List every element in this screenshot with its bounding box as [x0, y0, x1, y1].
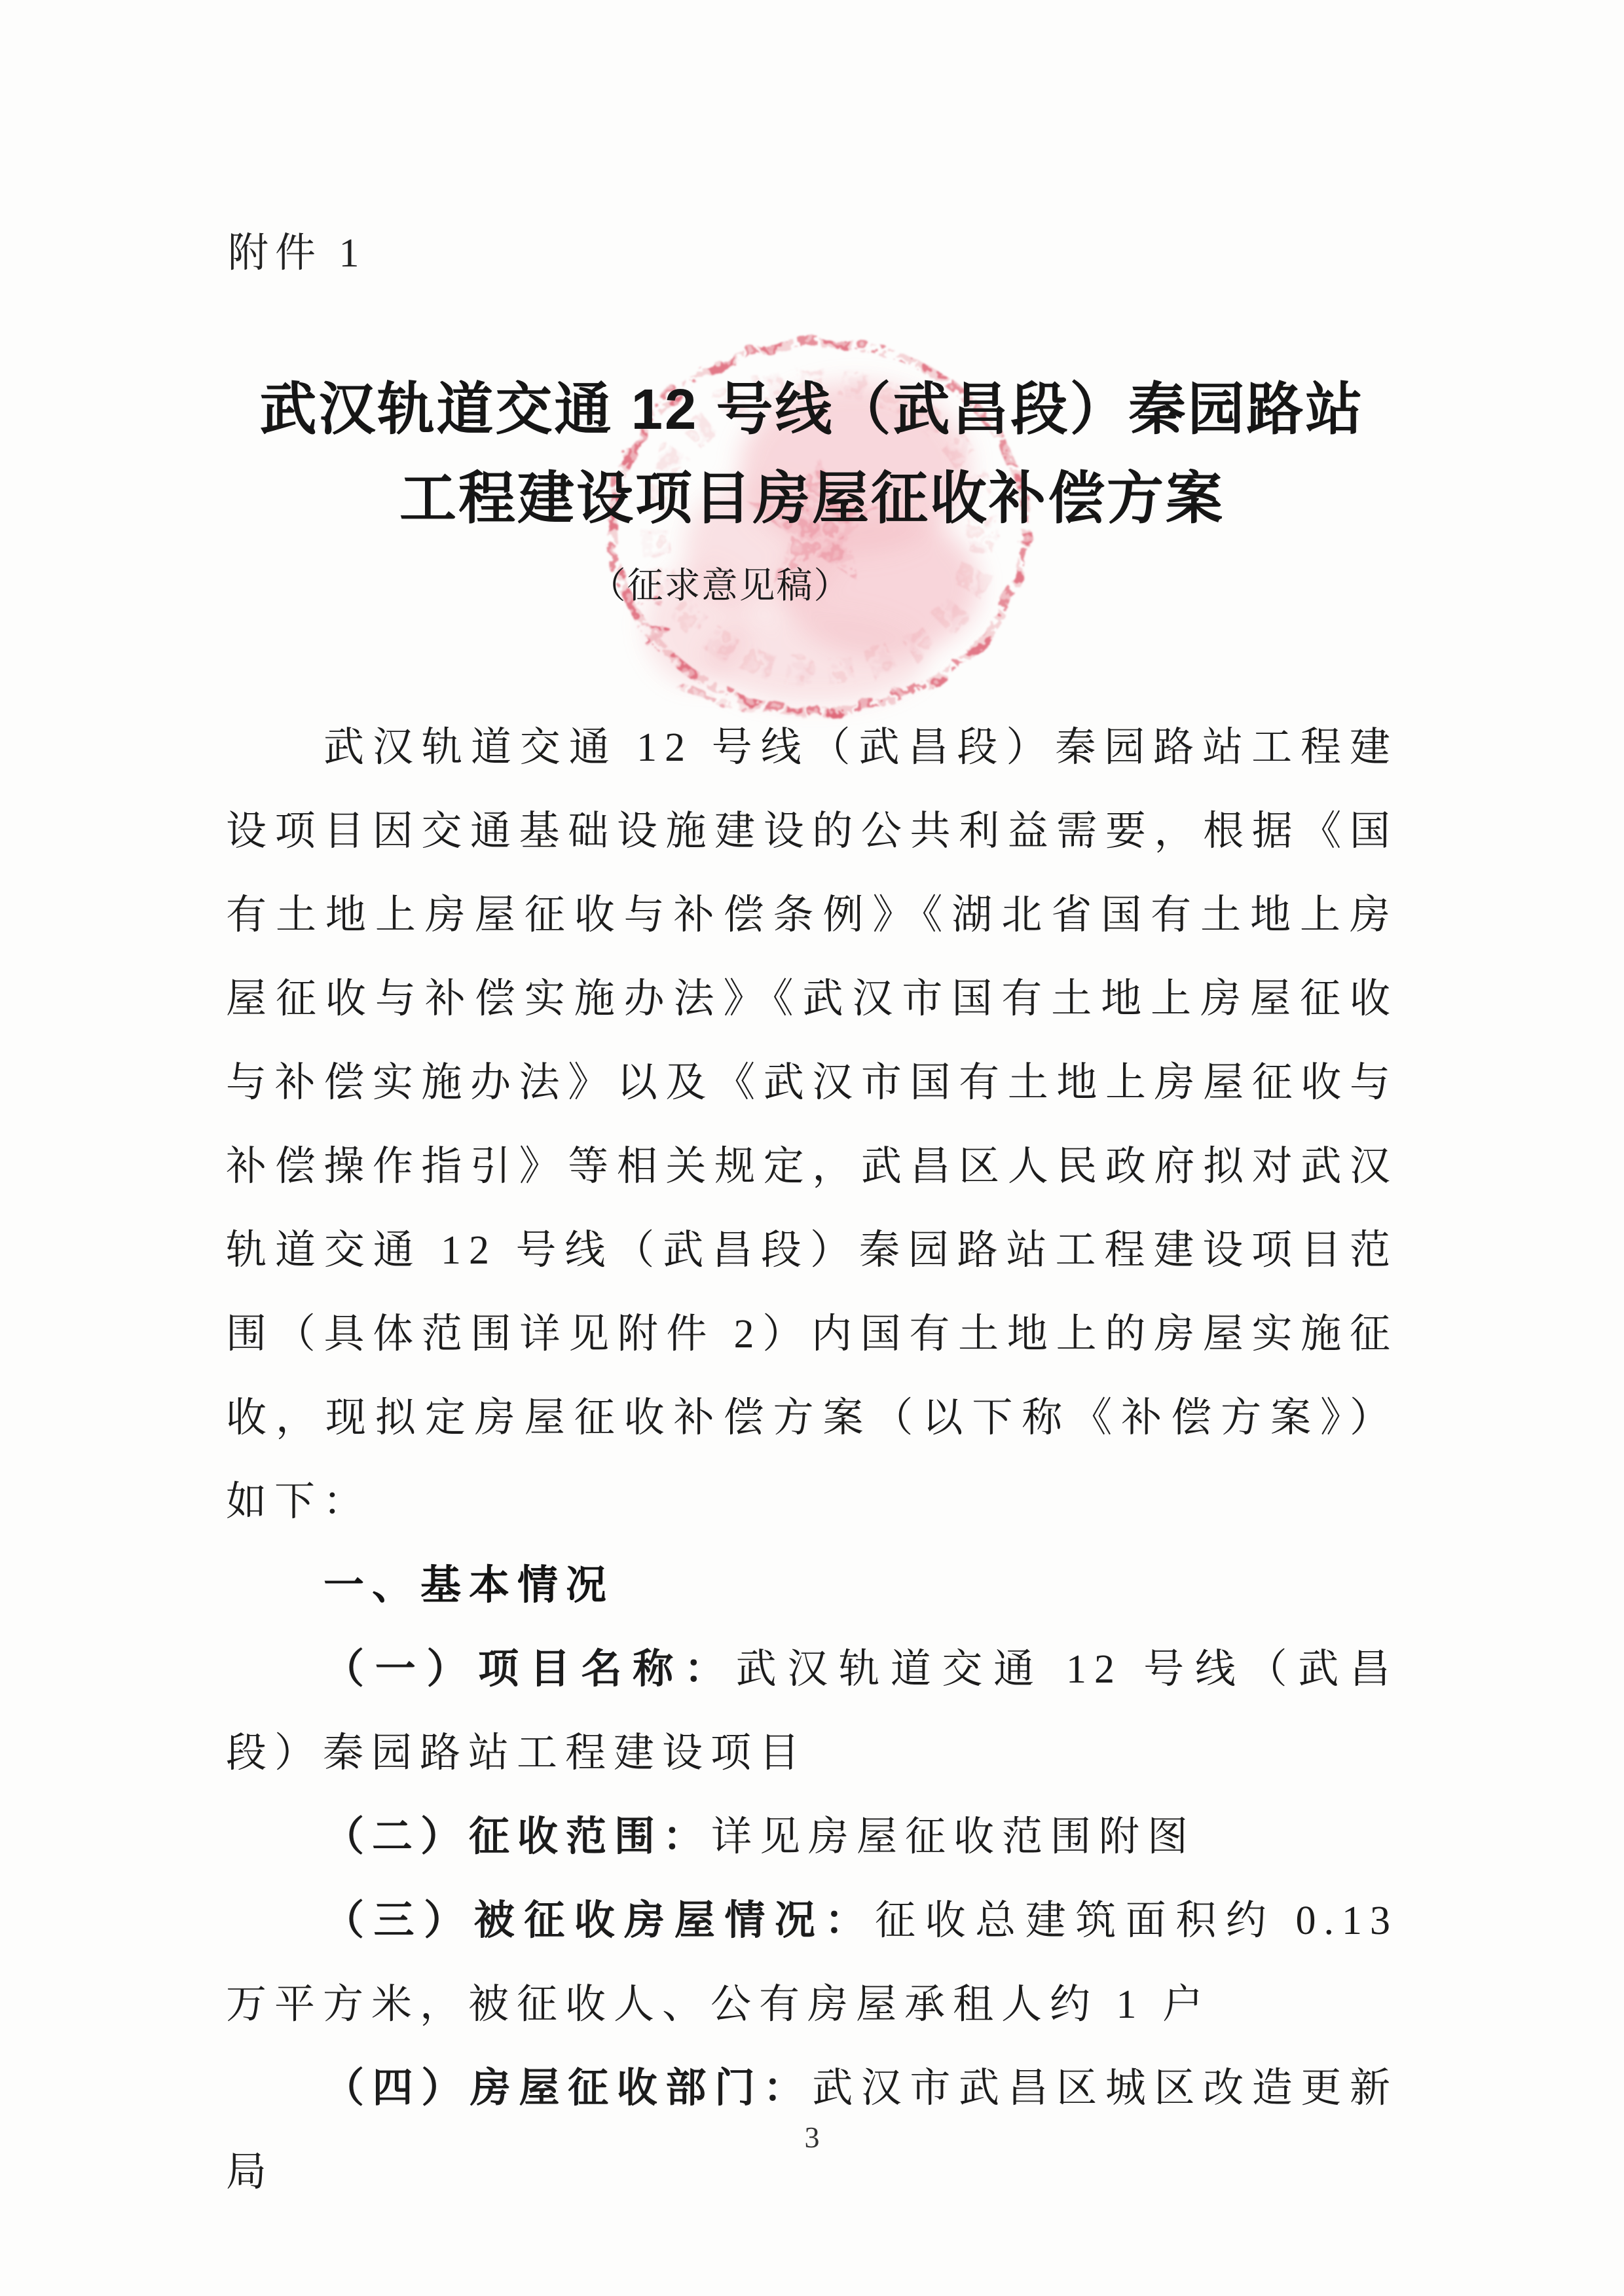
section-item-project-name — [226, 1628, 1398, 1795]
item-label-expropriation-department: （四）房屋征收部门： — [323, 2066, 813, 2111]
item-label-expropriation-scope: （二）征收范围： — [323, 1815, 712, 1859]
section-item-house-condition — [226, 1879, 1398, 2047]
section-heading-basic-info: 一、基本情况 — [323, 1563, 615, 1608]
title-line-2: 工程建设项目房屋征收补偿方案 — [399, 467, 1225, 530]
document-title — [0, 365, 1624, 543]
document-body — [226, 706, 1398, 2214]
item-label-project-name: （一）项目名称： — [323, 1647, 736, 1692]
attachment-label: 附件 1 — [228, 231, 366, 276]
item-label-house-condition: （三）被征收房屋情况： — [323, 1899, 876, 1943]
subtitle-draft-note: （征求意见稿） — [589, 566, 851, 606]
intro-paragraph: 武汉轨道交通 12 号线（武昌段）秦园路站工程建设项目因交通基础设施建设的公共利益需要，根据《国有土地上房屋征收与补偿条例》《湖北省国有土地上房屋征收与补偿实施办法》《武汉市国有土地上房屋征收与补偿实施办法》以及《武汉市国有土地上房屋征收与补偿操作指引》等相关规定，武昌区人民政府拟对武汉轨道交通 12 号线（武昌段）秦园路站工程建设项目范围（具体范围详见附件 2）内国有土地上的房屋实施征收，现拟定房屋征收补偿方案（以下称《补偿方案》）如下： — [226, 725, 1398, 1524]
item-text-expropriation-department: 武汉市武昌区城区改造更新局 — [226, 2066, 1398, 2195]
section-item-expropriation-scope — [226, 1795, 1398, 1879]
title-line-1: 武汉轨道交通 12 号线（武昌段）秦园路站 — [259, 378, 1365, 441]
page-number: 3 — [804, 2121, 820, 2154]
item-text-project-name: 武汉轨道交通 12 号线（武昌段）秦园路站工程建设项目 — [226, 1647, 1398, 1776]
item-text-house-condition: 征收总建筑面积约 0.13 万平方米，被征收人、公有房屋承租人约 1 户 — [226, 1899, 1398, 2027]
item-text-expropriation-scope: 详见房屋征收范围附图 — [711, 1815, 1196, 1859]
